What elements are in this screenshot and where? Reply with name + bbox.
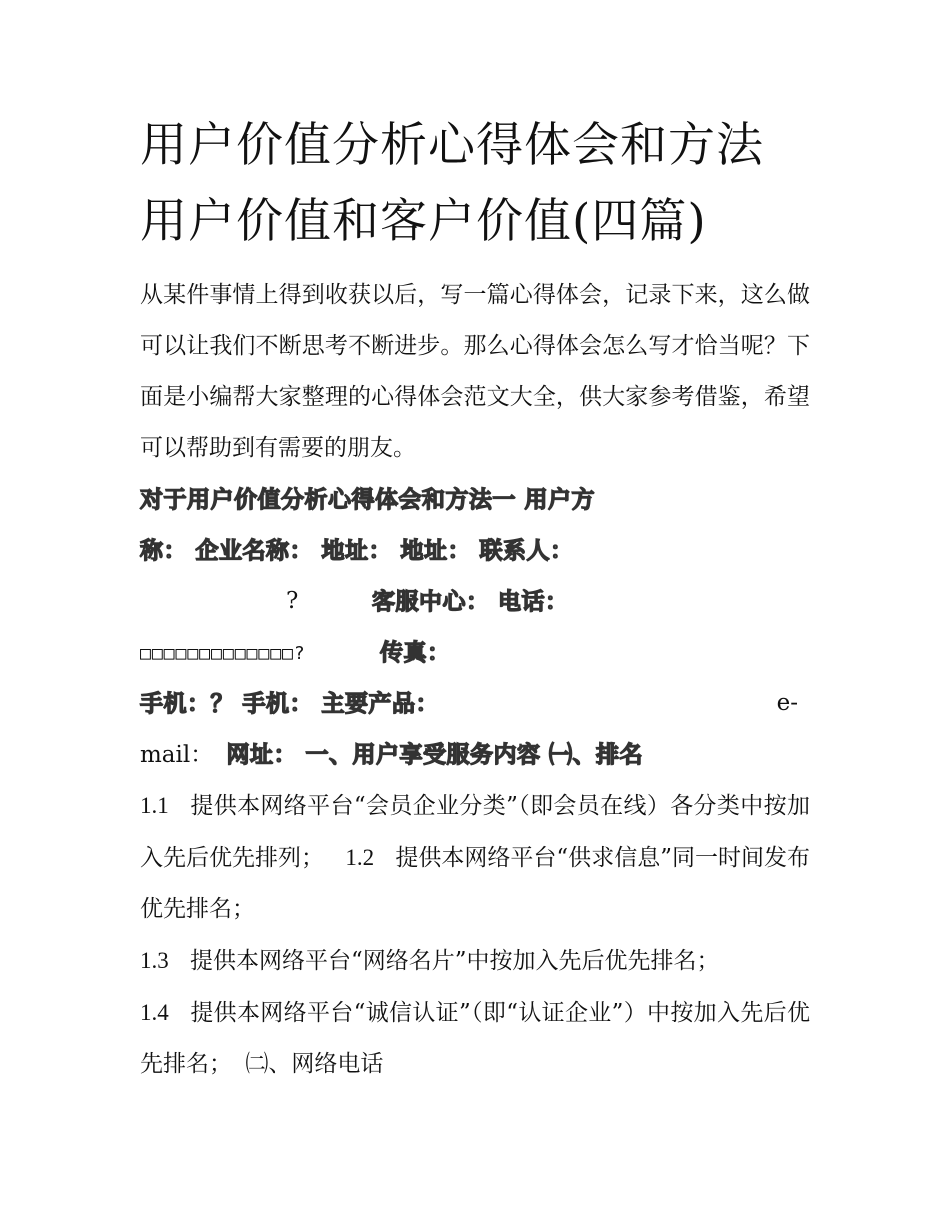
item-text: 提供本网络平台“诚信认证”（即“认证企业”）中按加入先后优先排名；: [140, 1000, 810, 1077]
section-heading: 对于用户价值分析心得体会和方法一 用户方: [140, 486, 596, 513]
title-line-1: 用户价值分析心得体会和方法: [140, 118, 764, 173]
form-row-fax: [140, 627, 810, 678]
email-label-end: mail：: [140, 742, 214, 768]
ranking-paragraph-3: [140, 987, 810, 1090]
form-row-service: [140, 576, 810, 627]
missing-glyph-boxes: □□□□□□□□□□□□□?: [140, 643, 306, 664]
item-number: 1.1: [140, 793, 169, 818]
form-row-mobile: [140, 678, 810, 729]
ranking-paragraph-1: [140, 780, 810, 935]
fax-label: 传真：: [380, 639, 451, 666]
document-content: [140, 108, 810, 1090]
item-text: 提供本网络平台“供求信息”同一时间发布优先排名；: [140, 845, 811, 922]
form-row-website: [140, 729, 810, 780]
item-text: 提供本网络平台“网络名片”中按加入先后优先排名；: [190, 948, 720, 974]
mobile-products-label: 手机：？ 手机： 主要产品：: [140, 690, 440, 717]
intro-paragraph: 从某件事情上得到收获以后，写一篇心得体会，记录下来，这么做可以让我们不断思考不断进步。那么心得体会怎么写才恰当呢？下面是小编帮大家整理的心得体会范文大全，供大家参考借鉴，希望可以帮助到有需要的朋友。: [140, 282, 810, 461]
title-line-2: 用户价值和客户价值(四篇): [140, 194, 707, 249]
ranking-paragraph-2: [140, 935, 810, 987]
website-services-label: 网址： 一、用户享受服务内容 ㈠、排名: [226, 741, 644, 768]
item-number: 1.4: [140, 1000, 169, 1025]
item-number: 1.3: [140, 948, 169, 973]
item-text: 提供本网络平台“会员企业分类”（即会员在线）各分类中按加入先后优先排列；: [140, 793, 810, 871]
item-number: 1.2: [345, 845, 375, 870]
network-phone-heading: ㈡、网络电话: [245, 1051, 384, 1077]
form-row-company: 称： 企业名称： 地址： 地址： 联系人：: [140, 537, 574, 564]
missing-char-mark: ?: [286, 588, 299, 614]
email-label-start: e-: [776, 690, 798, 716]
service-phone-label: 客服中心： 电话：: [372, 588, 569, 615]
document-title: [140, 108, 810, 260]
